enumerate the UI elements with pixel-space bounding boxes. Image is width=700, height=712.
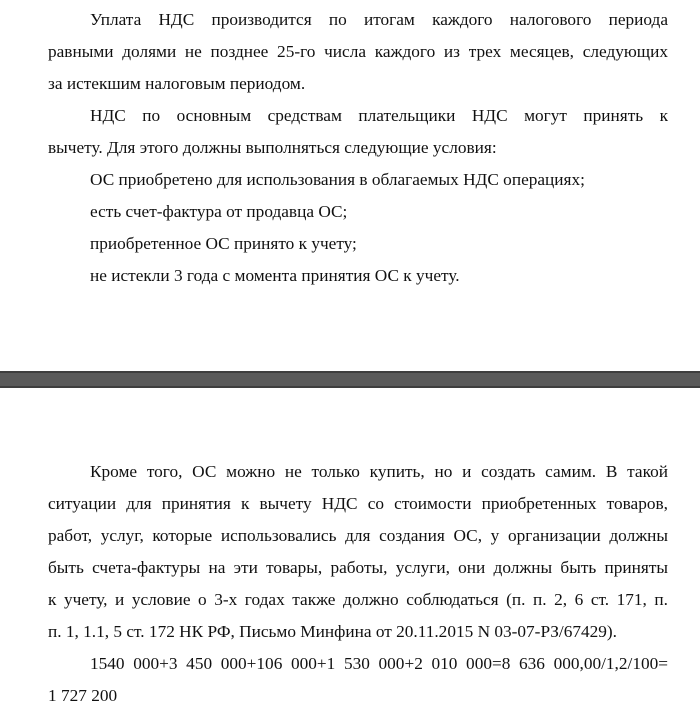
paragraph-line: ситуации для принятия к вычету НДС со стоимости приобретенных товаров, xyxy=(48,494,668,513)
paragraph-line: быть счета-фактуры на эти товары, работы, услуги, они должны быть приняты xyxy=(48,558,668,577)
paragraph-line: Уплата НДС производится по итогам каждого налогового периода xyxy=(90,10,668,29)
page-separator xyxy=(0,371,700,388)
condition-item: не истекли 3 года с момента принятия ОС к учету. xyxy=(90,266,460,285)
paragraph-line: за истекшим налоговым периодом. xyxy=(48,74,306,93)
condition-item: есть счет-фактура от продавца ОС; xyxy=(90,202,348,221)
paragraph-fixed-assets-deduction xyxy=(48,100,668,164)
page-bottom-text xyxy=(48,456,668,712)
paragraph-line: п. 1, 1.1, 5 ст. 172 НК РФ, Письмо Минфина от 20.11.2015 N 03-07-РЗ/67429). xyxy=(48,622,617,641)
document-page-bottom xyxy=(0,388,700,711)
paragraph-line: работ, услуг, которые использовались для создания ОС, у организации должны xyxy=(48,526,668,545)
formula-line: 1540 000+3 450 000+106 000+1 530 000+2 010 000=8 636 000,00/1,2/100= xyxy=(90,654,668,673)
paragraph-line: равными долями не позднее 25-го числа каждого из трех месяцев, следующих xyxy=(48,42,668,61)
conditions-list xyxy=(48,164,668,292)
paragraph-line: к учету, и условие о 3-х годах также должно соблюдаться (п. п. 2, 6 ст. 171, п. xyxy=(48,590,668,609)
page-top-text xyxy=(48,4,668,292)
paragraph-line: НДС по основным средствам плательщики НДС могут принять к xyxy=(90,106,668,125)
paragraph-line: вычету. Для этого должны выполняться следующие условия: xyxy=(48,138,497,157)
paragraph-vat-payment xyxy=(48,4,668,100)
condition-item: ОС приобретено для использования в облагаемых НДС операциях; xyxy=(90,170,585,189)
formula-result: 1 727 200 xyxy=(48,686,118,705)
calculation-formula xyxy=(48,648,668,712)
paragraph-self-created-assets xyxy=(48,456,668,648)
condition-item: приобретенное ОС принято к учету; xyxy=(90,234,357,253)
paragraph-line: Кроме того, ОС можно не только купить, но и создать самим. В такой xyxy=(90,462,668,481)
